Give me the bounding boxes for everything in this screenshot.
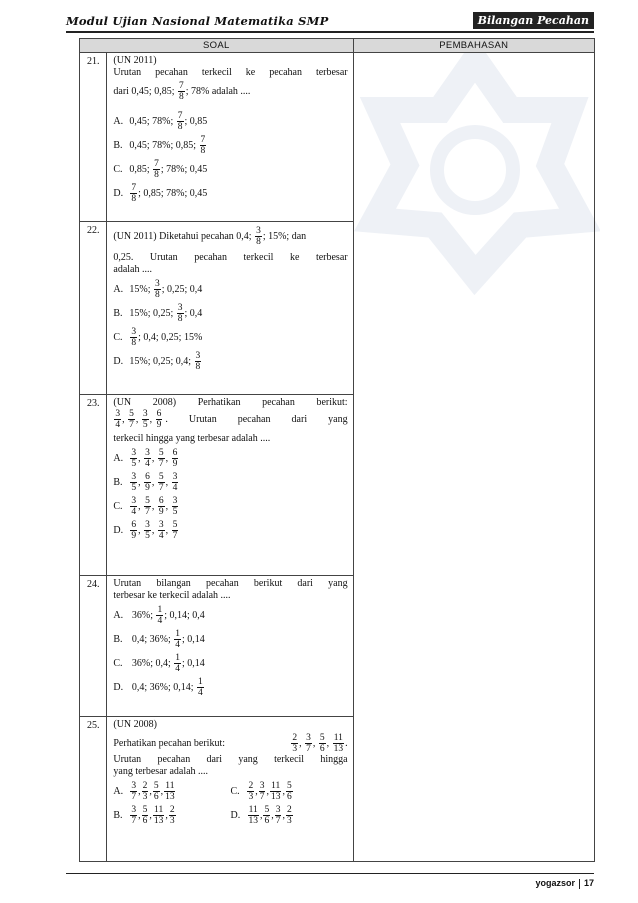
col-header-soal: SOAL <box>80 39 354 53</box>
question-number: 22. <box>80 222 107 395</box>
question-text: ; 15%; dan <box>262 230 307 242</box>
question-table <box>79 38 595 862</box>
question-text: ; 78% adalah .... <box>185 85 251 97</box>
option-b[interactable]: B. 15%; 0,25; $\frac{3}{8}$ ; 0,4 <box>113 303 203 324</box>
option-b[interactable]: B. 0,45; 78%; 0,85; $\frac{7}{8}$ <box>113 135 206 156</box>
question-text: Perhatikan pecahan berikut: <box>113 737 225 749</box>
question-number: 21. <box>80 53 107 222</box>
question-text-line: $\frac{3}{4}$ , $\frac{5}{7}$ , $\frac{3}{5}$ , $\frac{6}{9}$ . Urutan pecahan dari yang <box>115 409 348 430</box>
question-text: terkecil hingga yang terbesar adalah .... <box>113 433 271 444</box>
question-24 <box>107 576 353 717</box>
option-d[interactable]: D. $\frac{7}{8}$ ; 0,85; 78%; 0,45 <box>113 183 208 204</box>
option-b[interactable]: B. 0,4; 36%; $\frac{1}{4}$ ; 0,14 <box>113 629 205 650</box>
question-text: (UN 2008) Perhatikan pecahan berikut: <box>113 397 348 408</box>
question-source: (UN 2011) <box>113 55 157 66</box>
question-text: adalah .... <box>113 264 152 275</box>
question-text: . Urutan pecahan dari yang <box>165 413 348 425</box>
question-text: Urutan pecahan terkecil ke pecahan terbesar <box>113 67 348 78</box>
fraction: $\frac{7}{8}$ <box>178 81 184 102</box>
question-25 <box>107 717 353 862</box>
option-a[interactable]: A. 15%; $\frac{3}{8}$ ; 0,25; 0,4 <box>113 279 203 300</box>
option-b[interactable]: B. $\frac{3}{5}$ , $\frac{6}{9}$ , $\frac{5}{7}$ , $\frac{3}{4}$ <box>113 472 178 493</box>
option-c[interactable]: C. $\frac{3}{8}$ ; 0,4; 0,25; 15% <box>113 327 203 348</box>
option-d[interactable]: D. $\frac{11}{13}$ , $\frac{5}{6}$ , $\frac{3}{7}$ , $\frac{2}{3}$ <box>230 805 292 826</box>
option-a[interactable]: A. $\frac{3}{5}$ , $\frac{3}{4}$ , $\frac{5}{7}$ , $\frac{6}{9}$ <box>113 448 178 469</box>
option-b[interactable]: B. $\frac{3}{7}$ , $\frac{5}{6}$ , $\frac{11}{13}$ , $\frac{2}{3}$ <box>113 805 175 826</box>
option-d[interactable]: D. $\frac{6}{9}$ , $\frac{3}{5}$ , $\frac{3}{4}$ , $\frac{5}{7}$ <box>113 520 178 541</box>
question-text-line <box>113 81 347 102</box>
header-section-badge: Bilangan Pecahan <box>473 12 594 29</box>
footer <box>535 878 594 889</box>
question-source: (UN 2008) <box>113 719 157 730</box>
option-a[interactable]: A. 0,45; 78%; $\frac{7}{8}$ ; 0,85 <box>113 111 208 132</box>
question-text: yang terbesar adalah .... <box>113 766 209 777</box>
question-number: 24. <box>80 576 107 717</box>
pembahasan-column <box>353 53 594 862</box>
option-c[interactable]: C. 0,85; $\frac{7}{8}$ ; 78%; 0,45 <box>113 159 208 180</box>
option-c[interactable]: C. 36%; 0,4; $\frac{1}{4}$ ; 0,14 <box>113 653 205 674</box>
question-number: 23. <box>80 395 107 576</box>
question-number: 25. <box>80 717 107 862</box>
question-21 <box>107 53 353 222</box>
table-row <box>80 53 595 222</box>
question-text: (UN 2011) Diketahui pecahan 0,4; <box>113 230 252 242</box>
footer-divider <box>66 873 594 874</box>
question-text: 0,25. Urutan pecahan terkecil ke terbesar <box>113 252 348 263</box>
question-text-line <box>113 226 347 247</box>
header-divider <box>66 31 594 33</box>
fraction: $\frac{3}{8}$ <box>256 226 261 247</box>
question-text: terbesar ke terkecil adalah .... <box>113 590 231 601</box>
question-text-line: Perhatikan pecahan berikut: $\frac{2}{3}$ , $\frac{3}{7}$ , $\frac{5}{6}$ , $\frac{11}{13}$ . <box>113 733 348 754</box>
question-text: Urutan bilangan pecahan berikut dari yang <box>113 578 348 589</box>
option-c[interactable]: C. $\frac{3}{4}$ , $\frac{5}{7}$ , $\frac{6}{9}$ , $\frac{3}{5}$ <box>113 496 178 517</box>
option-d[interactable]: D. 15%; 0,25; 0,4; $\frac{3}{8}$ <box>113 351 201 372</box>
header-title: Modul Ujian Nasional Matematika SMP <box>66 14 329 28</box>
page-number: 17 <box>583 878 594 888</box>
question-23 <box>107 395 353 576</box>
question-text: dari 0,45; 0,85; <box>113 85 175 97</box>
option-a[interactable]: A. 36%; $\frac{1}{4}$ ; 0,14; 0,4 <box>113 605 205 626</box>
option-a[interactable]: A. $\frac{3}{7}$ , $\frac{2}{3}$ , $\frac{5}{6}$ , $\frac{11}{13}$ <box>113 781 175 802</box>
col-header-pembahasan: PEMBAHASAN <box>353 39 594 53</box>
option-c[interactable]: C. $\frac{2}{3}$ , $\frac{3}{7}$ , $\frac{11}{13}$ , $\frac{5}{6}$ <box>230 781 292 802</box>
option-d[interactable]: D. 0,4; 36%; 0,14; $\frac{1}{4}$ <box>113 677 203 698</box>
footer-author: yogazsor <box>535 878 575 888</box>
question-text: Urutan pecahan dari yang terkecil hingga <box>113 754 348 765</box>
question-22 <box>107 222 353 395</box>
